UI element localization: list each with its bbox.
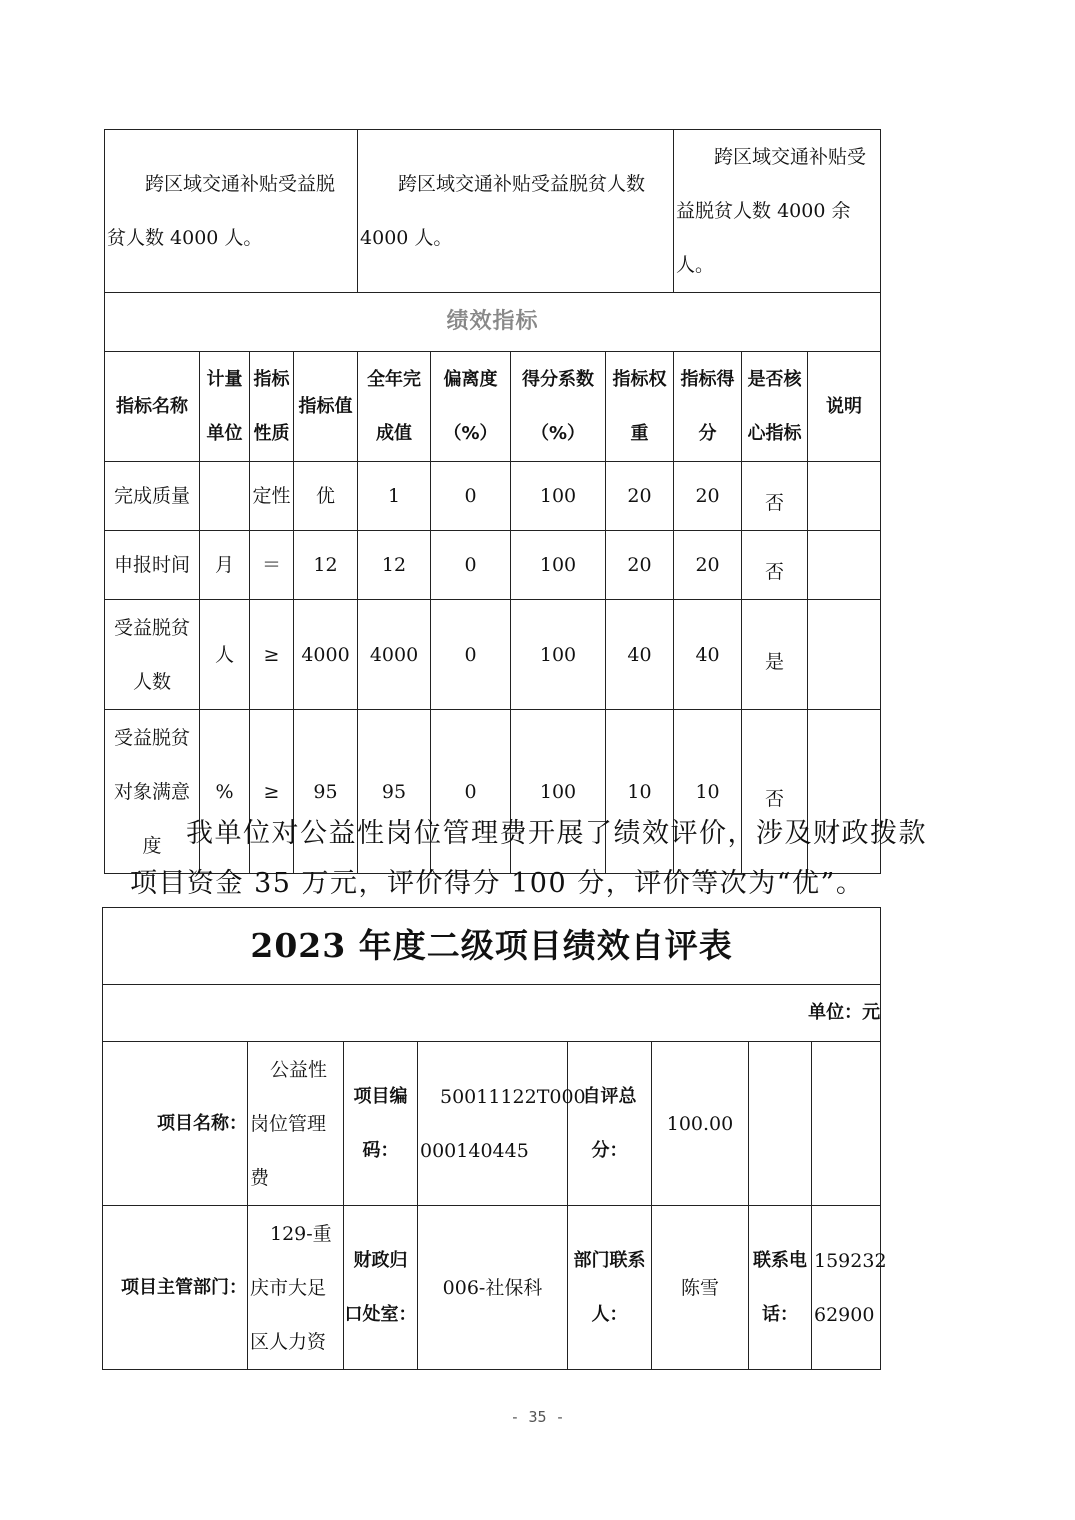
indicator-core: 否 xyxy=(742,462,808,531)
indicator-name: 受益脱贫 人数 xyxy=(105,600,200,710)
indicator-weight: 10 xyxy=(606,710,674,874)
department-label: 项目主管部门： xyxy=(103,1206,248,1370)
indicator-weight: 40 xyxy=(606,600,674,710)
indicator-core: 否 xyxy=(742,710,808,874)
indicator-core: 是 xyxy=(742,600,808,710)
total-score-label: 自评总 分： xyxy=(568,1042,652,1206)
self-evaluation-form xyxy=(102,907,887,1370)
indicator-target: 95 xyxy=(294,710,358,874)
header-deviation: 偏离度 （%） xyxy=(431,352,511,462)
indicator-name: 受益脱贫 对象满意 度 xyxy=(105,710,200,874)
indicator-weight: 20 xyxy=(606,462,674,531)
finance-office-value: 006-社保科 xyxy=(418,1206,568,1370)
indicator-name: 申报时间 xyxy=(105,531,200,600)
indicator-score: 20 xyxy=(674,531,742,600)
indicator-unit: 月 xyxy=(200,531,250,600)
indicator-actual: 1 xyxy=(358,462,431,531)
form-title: 2023 年度二级项目绩效自评表 xyxy=(103,908,881,985)
indicator-deviation: 0 xyxy=(431,710,511,874)
header-core: 是否核 心指标 xyxy=(742,352,808,462)
indicator-header-row xyxy=(105,352,881,462)
header-unit: 计量 单位 xyxy=(200,352,250,462)
indicator-nature: ≥ xyxy=(250,600,294,710)
indicator-coefficient: 100 xyxy=(511,600,606,710)
indicator-unit: % xyxy=(200,710,250,874)
contact-person-value: 陈雪 xyxy=(652,1206,749,1370)
indicator-weight: 20 xyxy=(606,531,674,600)
indicator-actual: 12 xyxy=(358,531,431,600)
page-number: - 35 - xyxy=(510,1408,565,1426)
empty-cell xyxy=(749,1042,812,1206)
header-score: 指标得 分 xyxy=(674,352,742,462)
header-note: 说明 xyxy=(808,352,881,462)
indicator-note xyxy=(808,600,881,710)
indicator-actual: 4000 xyxy=(358,600,431,710)
indicator-core: 否 xyxy=(742,531,808,600)
goal-text-line: 贫人数 4000 人。 xyxy=(107,227,263,249)
project-name-label: 项目名称： xyxy=(103,1042,248,1206)
phone-label: 联系电 话： xyxy=(749,1206,812,1370)
indicator-actual: 95 xyxy=(358,710,431,874)
empty-cell xyxy=(812,1042,881,1206)
evaluation-paragraph xyxy=(130,809,960,909)
table-row xyxy=(105,462,881,531)
indicator-score: 10 xyxy=(674,710,742,874)
goal-text-line: 4000 人。 xyxy=(360,227,453,249)
contact-person-label: 部门联系 人： xyxy=(568,1206,652,1370)
indicator-deviation: 0 xyxy=(431,462,511,531)
goal-row xyxy=(105,130,881,293)
header-target: 指标值 xyxy=(294,352,358,462)
indicator-nature: 定性 xyxy=(250,462,294,531)
project-code-value: 50011122T000 000140445 xyxy=(418,1042,568,1206)
indicator-note xyxy=(808,531,881,600)
goal-text-line: 跨区域交通补贴受益脱 xyxy=(145,173,336,195)
phone-value: 159232 62900 xyxy=(812,1206,881,1370)
performance-indicator-table xyxy=(104,129,881,874)
indicator-name: 完成质量 xyxy=(105,462,200,531)
indicator-unit: 人 xyxy=(200,600,250,710)
indicator-nature: ＝ xyxy=(250,531,294,600)
project-info-row xyxy=(103,1042,881,1206)
table-row xyxy=(105,600,881,710)
project-name-value: 公益性 岗位管理 费 xyxy=(248,1042,344,1206)
total-score-value: 100.00 xyxy=(652,1042,749,1206)
indicator-score: 20 xyxy=(674,462,742,531)
indicator-target: 4000 xyxy=(294,600,358,710)
indicator-deviation: 0 xyxy=(431,531,511,600)
indicator-coefficient: 100 xyxy=(511,531,606,600)
goal-text-line: 益脱贫人数 4000 余人。 xyxy=(676,200,851,276)
indicator-unit xyxy=(200,462,250,531)
indicator-deviation: 0 xyxy=(431,600,511,710)
goal-cell-actual xyxy=(674,130,881,293)
goal-cell-target xyxy=(358,130,674,293)
header-actual: 全年完 成值 xyxy=(358,352,431,462)
indicator-coefficient: 100 xyxy=(511,710,606,874)
goal-text-line: 跨区域交通补贴受 xyxy=(714,146,867,168)
project-code-label: 项目编 码： xyxy=(344,1042,418,1206)
indicator-nature: ≥ xyxy=(250,710,294,874)
goal-text-line: 跨区域交通补贴受益脱贫人数 xyxy=(398,173,646,195)
header-weight: 指标权 重 xyxy=(606,352,674,462)
indicator-score: 40 xyxy=(674,600,742,710)
finance-office-label: 财政归 口处室： xyxy=(344,1206,418,1370)
indicator-target: 优 xyxy=(294,462,358,531)
indicator-coefficient: 100 xyxy=(511,462,606,531)
indicator-target: 12 xyxy=(294,531,358,600)
unit-label: 单位：元 xyxy=(103,985,881,1042)
table-row xyxy=(105,531,881,600)
paragraph-line-2: 项目资金 35 万元，评价得分 100 分，评价等次为“优”。 xyxy=(130,868,865,899)
section-title: 绩效指标 xyxy=(105,293,881,352)
paragraph-line-1: 我单位对公益性岗位管理费开展了绩效评价，涉及财政拨款 xyxy=(186,818,927,849)
department-value: 129-重 庆市大足 区人力资 xyxy=(248,1206,344,1370)
indicator-note xyxy=(808,462,881,531)
header-indicator-name: 指标名称 xyxy=(105,352,200,462)
header-coefficient: 得分系数 （%） xyxy=(511,352,606,462)
header-nature: 指标 性质 xyxy=(250,352,294,462)
department-info-row xyxy=(103,1206,881,1370)
goal-cell-plan xyxy=(105,130,358,293)
